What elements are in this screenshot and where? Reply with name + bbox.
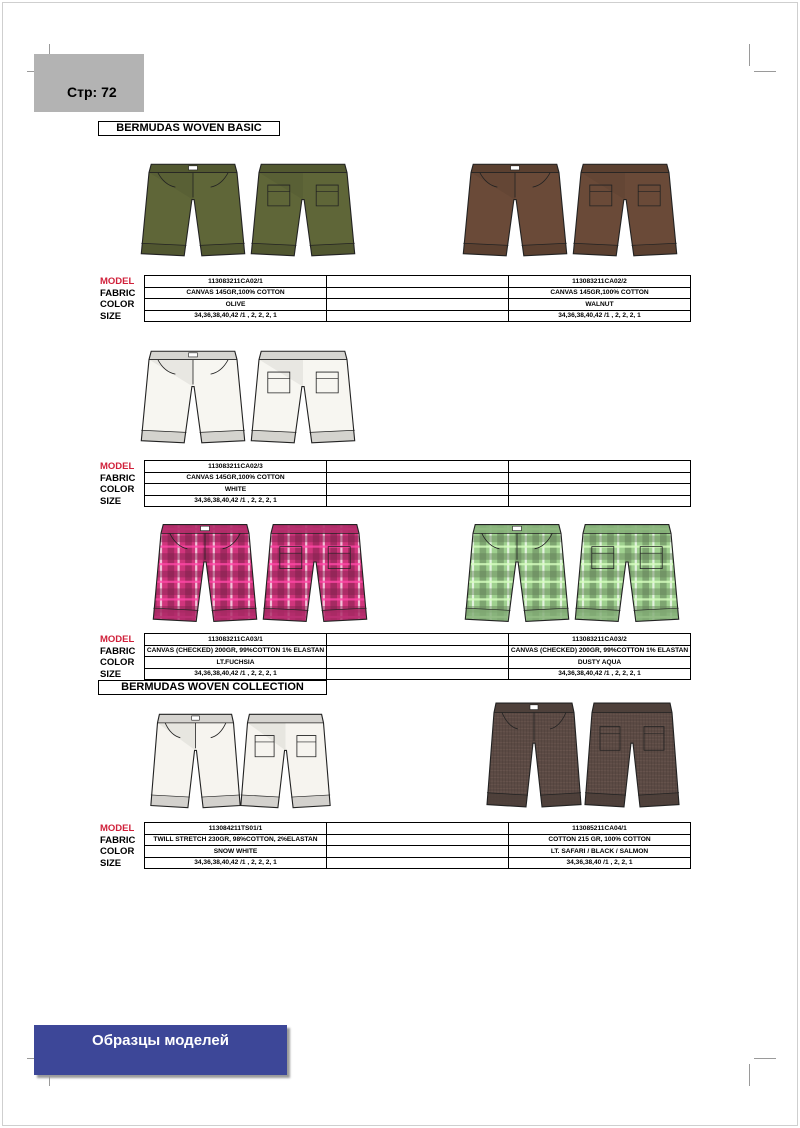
- label-color: COLOR: [100, 299, 135, 310]
- label-fabric: FABRIC: [100, 834, 136, 846]
- label-size: SIZE: [100, 495, 122, 507]
- page-number-box: [34, 54, 144, 112]
- size-cell: 34,36,38,40,42 /1 , 2, 2, 2, 1: [509, 310, 691, 322]
- garment-snow-front: [148, 708, 243, 814]
- color-cell: WHITE: [145, 484, 327, 496]
- fabric-cell: COTTON 215 GR, 100% COTTON: [509, 834, 691, 846]
- size-cell: 34,36,38,40,42 /1 , 2, 2, 2, 1: [145, 668, 327, 680]
- size-cell: 34,36,38,40,42 /1 , 2, 2, 2, 1: [145, 857, 327, 869]
- size-cell: 34,36,38,40,42 /1 , 2, 2, 2, 1: [145, 310, 327, 322]
- label-color: COLOR: [100, 846, 135, 857]
- garment-fuchsia-back: [260, 518, 370, 628]
- model-cell: 113083211CA02/2: [509, 276, 691, 288]
- label-size: SIZE: [100, 668, 122, 680]
- model-cell: 113083211CA03/1: [145, 634, 327, 646]
- label-fabric: FABRIC: [100, 472, 136, 484]
- color-cell: SNOW WHITE: [145, 846, 327, 858]
- model-cell: 113083211CA03/2: [509, 634, 691, 646]
- model-cell: [509, 461, 691, 473]
- garment-fuchsia-front: [150, 518, 260, 628]
- size-cell: [509, 495, 691, 507]
- fabric-cell: CANVAS 145GR,100% COTTON: [509, 287, 691, 299]
- fabric-cell: [509, 472, 691, 484]
- crop-mark: [754, 1058, 776, 1059]
- size-cell: 34,36,38,40 /1 , 2, 2, 1: [509, 857, 691, 869]
- fabric-cell: CANVAS 145GR,100% COTTON: [145, 287, 327, 299]
- spec-labels: [100, 461, 144, 507]
- label-color: COLOR: [100, 484, 135, 495]
- label-size: SIZE: [100, 310, 122, 322]
- label-model: MODEL: [100, 276, 135, 287]
- garment-walnut-front: [460, 158, 570, 262]
- spec-table: [144, 822, 691, 869]
- fabric-cell: CANVAS (CHECKED) 200GR, 99%COTTON 1% ELASTAN: [509, 645, 691, 657]
- size-cell: 34,36,38,40,42 /1 , 2, 2, 2, 1: [145, 495, 327, 507]
- footer-title: Образцы моделей: [92, 1032, 229, 1049]
- spec-labels: [100, 823, 144, 869]
- fabric-cell: TWILL STRETCH 230GR, 98%COTTON, 2%ELASTAN: [145, 834, 327, 846]
- garment-tweed-back: [582, 696, 682, 814]
- page-number: 72: [101, 84, 117, 100]
- crop-mark: [749, 44, 750, 66]
- section-title-collection: BERMUDAS WOVEN COLLECTION: [98, 680, 327, 695]
- crop-mark: [749, 1064, 750, 1086]
- color-cell: LT. SAFARI / BLACK / SALMON: [509, 846, 691, 858]
- garment-tweed-front: [484, 696, 584, 814]
- color-cell: LT.FUCHSIA: [145, 657, 327, 669]
- garment-olive-back: [248, 158, 358, 262]
- garment-aqua-front: [462, 518, 572, 628]
- garment-aqua-back: [572, 518, 682, 628]
- model-cell: 113083211CA02/1: [145, 276, 327, 288]
- page-label: Стр:: [67, 84, 98, 100]
- spec-table: [144, 460, 691, 507]
- garment-walnut-back: [570, 158, 680, 262]
- spec-table: [144, 633, 691, 680]
- model-cell: 113083211CA02/3: [145, 461, 327, 473]
- garment-olive-front: [138, 158, 248, 262]
- label-size: SIZE: [100, 857, 122, 869]
- label-color: COLOR: [100, 657, 135, 668]
- size-cell: 34,36,38,40,42 /1 , 2, 2, 2, 1: [509, 668, 691, 680]
- model-cell: 113084211TS01/1: [145, 823, 327, 835]
- section-title-basic: BERMUDAS WOVEN BASIC: [98, 121, 280, 136]
- model-cell: 113085211CA04/1: [509, 823, 691, 835]
- garment-snow-back: [238, 708, 333, 814]
- label-fabric: FABRIC: [100, 287, 136, 299]
- garment-white-back: [248, 345, 358, 449]
- color-cell: [509, 484, 691, 496]
- label-model: MODEL: [100, 461, 135, 472]
- spec-labels: [100, 634, 144, 680]
- garment-white-front: [138, 345, 248, 449]
- label-model: MODEL: [100, 634, 135, 645]
- color-cell: WALNUT: [509, 299, 691, 311]
- label-fabric: FABRIC: [100, 645, 136, 657]
- spec-labels: [100, 276, 144, 322]
- crop-mark: [754, 71, 776, 72]
- fabric-cell: CANVAS (CHECKED) 200GR, 99%COTTON 1% ELASTAN: [145, 645, 327, 657]
- footer-banner: [34, 1025, 287, 1075]
- fabric-cell: CANVAS 145GR,100% COTTON: [145, 472, 327, 484]
- label-model: MODEL: [100, 823, 135, 834]
- spec-table: [144, 275, 691, 322]
- color-cell: DUSTY AQUA: [509, 657, 691, 669]
- color-cell: OLIVE: [145, 299, 327, 311]
